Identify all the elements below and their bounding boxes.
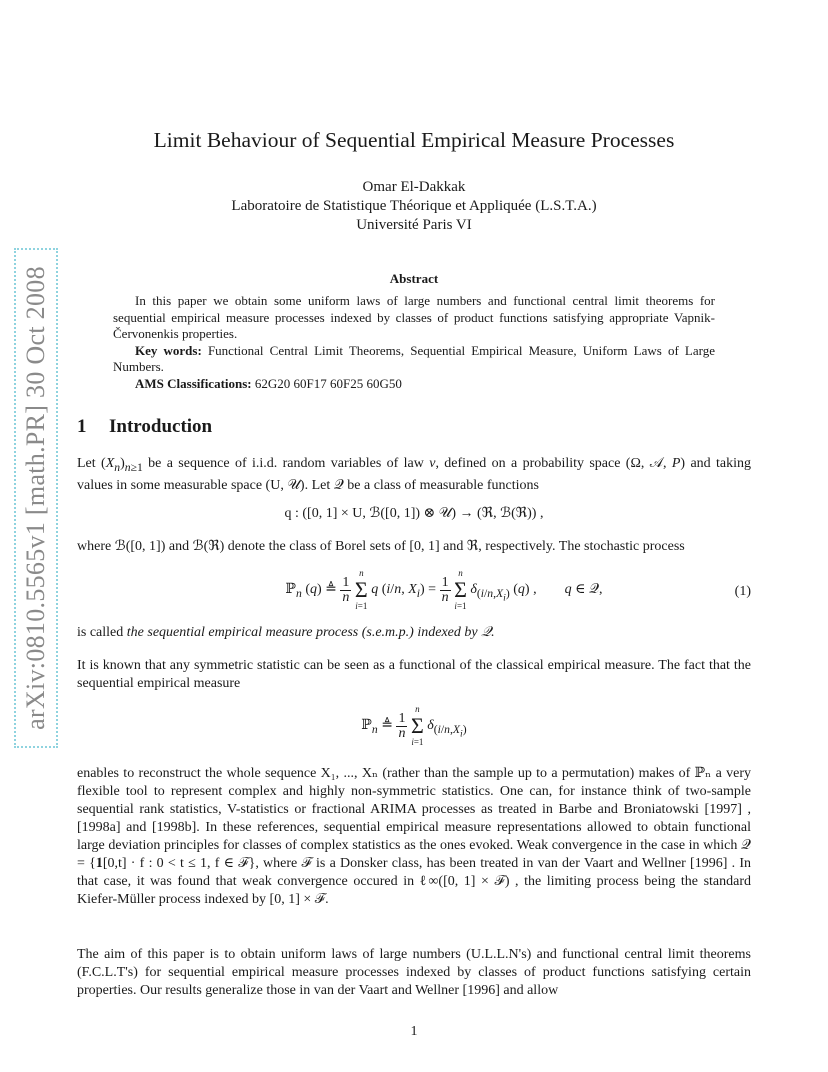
intro-paragraph-2: where ℬ([0, 1]) and ℬ(ℜ) denote the class of Borel sets of [0, 1] and ℜ, respectively. The stochastic process: [77, 539, 685, 554]
equation-q-map: q : ([0, 1] × U, ℬ([0, 1]) ⊗ 𝒰) → (ℜ, ℬ(ℜ)) ,: [284, 506, 544, 521]
intro-sentence-1: Let $(X_n)_{n\ge 1}$ be a sequence of i.i.d. random variables of law ν, defined on a probability space (Ω, 𝒜, P) and taking values in some measurable space (U, 𝒰). Let 𝒬 be a class of measurable functions: [77, 456, 752, 493]
intro-paragraph-5: enables to reconstruct the whole sequence X₁, ..., Xₙ (rather than the sample up to a permutation) makes of ℙₙ a very flexible tool to represent complex and highly non-symmetric statistics. One can, for instance think of two-sample sequential rank statistics, V-statistics or fractional ARIMA processes as treated in Barbe and Broniatowski [1997] , [1998a] and [1998b]. In these references, sequential empirical measure representations allowed to obtain functional large deviation principles for classes of complex statistics as the ones evoked. Weak convergence in the case in which 𝒬 = {𝟏[0,t] · f : 0 < t ≤ 1, f ∈ ℱ}, where ℱ is a Donsker class, has been treated in van der Vaart and Wellner [1996] . In that case, it was found that weak convergence occured in ℓ∞([0, 1] × ℱ) , the limiting process being the standard Kiefer-Müller process indexed by [0, 1] × ℱ.: [77, 766, 751, 907]
intro-paragraph-6: The aim of this paper is to obtain uniform laws of large numbers (U.L.L.N's) and functional central limit theorems (F.C.L.T's) for sequential empirical measure processes indexed by classes of product functions satisfying certain properties. Our results generalize those in van der Vaart and Wellner [1996] and allow: [77, 947, 751, 998]
keywords-line: [113, 343, 715, 376]
keywords-label: Key words:: [135, 342, 202, 358]
ams-line: [113, 376, 715, 393]
fraction-1-over-n: $\frac{1}{n}$: [441, 574, 449, 605]
page-number: 1: [410, 1024, 418, 1039]
summation-sign: n Σ i=1: [410, 704, 424, 747]
semp-definition: the sequential empirical measure process (s.e.m.p.) indexed by 𝒬.: [126, 625, 495, 640]
intro-paragraph-4: It is known that any symmetric statistic can be seen as a functional of the classical empirical measure. The fact that the sequential empirical measure: [77, 658, 751, 691]
paper-title: Limit Behaviour of Sequential Empirical Measure Processes: [153, 128, 675, 152]
author-university: Université Paris VI: [356, 217, 472, 233]
keywords-text: Functional Central Limit Theorems, Sequential Empirical Measure, Uniform Laws of Large Numbers.: [113, 342, 715, 374]
section-heading: [77, 416, 212, 438]
arxiv-identifier: arXiv:0810.5565v1 [math.PR] 30 Oct 2008: [21, 266, 50, 730]
ams-text: 62G20 60F17 60F25 60G50: [254, 375, 402, 391]
fraction-1-over-n: $\frac{1}{n}$: [398, 710, 406, 741]
equation-empirical-measure: ℙ$_n$ ≜ $\frac{1}{n}$ n Σ i=1 $\delta_{(i/n,X_i)}$: [361, 704, 467, 747]
author-block: [0, 178, 828, 235]
abstract-heading: Abstract: [389, 271, 439, 286]
author-name: Omar El-Dakkak: [362, 179, 466, 195]
fraction-1-over-n: $\frac{1}{n}$: [342, 574, 350, 605]
intro-text-3: is called: [77, 625, 124, 640]
intro-text-1: and taking values in some measurable space (U, 𝒰). Let 𝒬 be a class of measurable functions: [77, 456, 752, 493]
equation-1-formula: ℙ$_n$ (q) ≜ $\frac{1}{n}$ n Σ i=1 q (i/n, $X_i$) = $\frac{1}{n}$ n Σ i=1 $\delta_{(i/n,X_i)}$ (q) , q ∈ 𝒬,: [285, 568, 603, 611]
section-title: Introduction: [109, 416, 213, 437]
section-number: 1: [77, 416, 87, 437]
summation-sign: n Σ i=1: [354, 568, 368, 611]
abstract-text: In this paper we obtain some uniform laws of large numbers and functional central limit theorems for sequential empirical measure processes indexed by classes of product functions satisfying appropriate Vapnik-Červonenkis properties.: [113, 293, 715, 341]
ams-label: AMS Classifications:: [135, 375, 252, 391]
intro-paragraph-3: [77, 624, 751, 642]
author-affiliation: Laboratoire de Statistique Théorique et Appliquée (L.S.T.A.): [231, 198, 597, 214]
equation-1: [77, 568, 751, 618]
arxiv-stamp: [14, 248, 58, 748]
intro-paragraph-1: [77, 455, 751, 495]
equation-1-label: (1): [734, 584, 751, 599]
abstract-body: [113, 293, 715, 392]
summation-sign: n Σ i=1: [454, 568, 467, 611]
